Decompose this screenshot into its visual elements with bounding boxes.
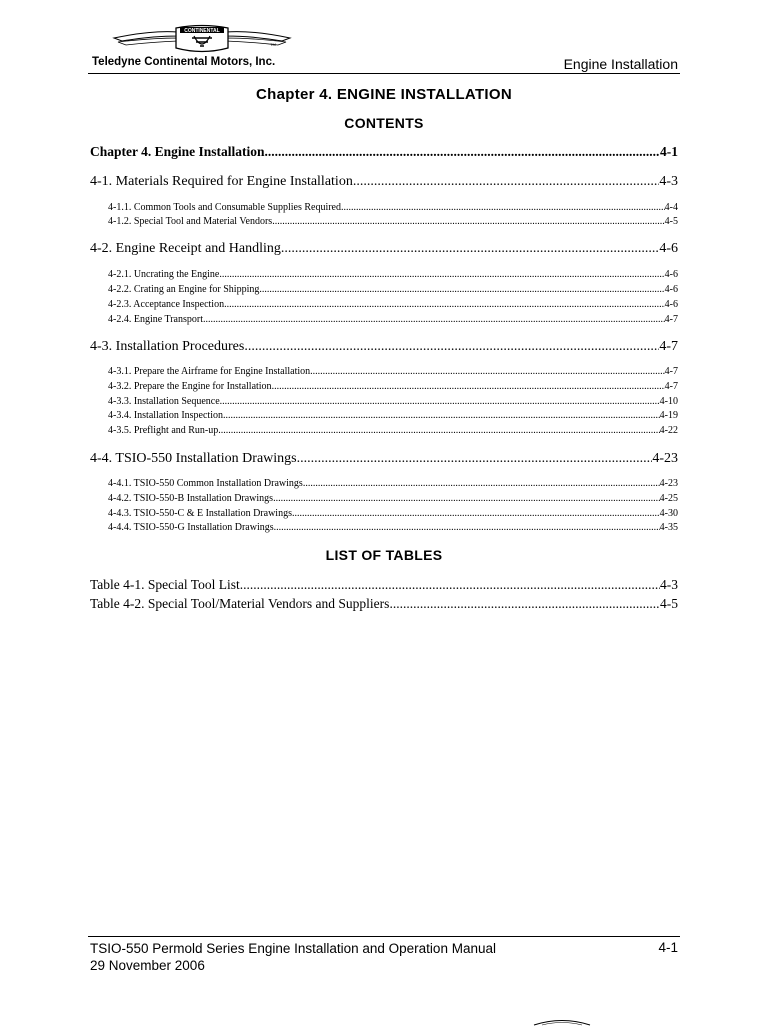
continental-logo-small (532, 1016, 592, 1026)
toc-entry-4-2-4[interactable] (108, 314, 678, 325)
toc-label: 4-3.2. Prepare the Engine for Installation (108, 381, 272, 392)
toc-label: Table 4-1. Special Tool List (90, 577, 240, 592)
table-entry-4-1[interactable] (90, 577, 678, 593)
toc-label: Table 4-2. Special Tool/Material Vendors and Suppliers (90, 596, 390, 611)
svg-text:TM: TM (270, 42, 276, 47)
toc-label: 4-1.2. Special Tool and Material Vendors (108, 216, 273, 227)
toc-page: 4-30 (659, 508, 678, 519)
toc-label: 4-2. Engine Receipt and Handling (90, 241, 281, 256)
toc-entry-4-2-2[interactable] (108, 284, 678, 295)
toc-entry-chapter[interactable] (90, 144, 678, 160)
toc-label: 4-1. Materials Required for Engine Installation (90, 174, 353, 189)
toc-page: 4-6 (664, 269, 678, 280)
footer-page-number: 4-1 (658, 940, 678, 955)
toc-entry-4-3-4[interactable] (108, 410, 678, 421)
header-rule (88, 73, 680, 74)
toc-page: 4-23 (659, 478, 678, 489)
toc-page: 4-7 (664, 366, 678, 377)
toc-page: 4-6 (664, 284, 678, 295)
chapter-title: Chapter 4. ENGINE INSTALLATION (256, 86, 512, 103)
footer-manual-title: TSIO-550 Permold Series Engine Installation and Operation Manual (90, 941, 496, 956)
svg-text:CONTINENTAL: CONTINENTAL (184, 28, 220, 34)
toc-label: 4-3.5. Preflight and Run-up (108, 425, 219, 436)
toc-entry-4-3-2[interactable] (108, 381, 678, 392)
toc-label: 4-1.1. Common Tools and Consumable Supplies Required (108, 202, 341, 213)
toc-page: 4-7 (664, 381, 678, 392)
contents-heading: CONTENTS (344, 115, 424, 131)
toc-label: 4-2.1. Uncrating the Engine (108, 269, 220, 280)
footer-rule (88, 936, 680, 937)
toc-entry-4-3-3[interactable] (108, 396, 678, 407)
toc-label: 4-2.2. Crating an Engine for Shipping (108, 284, 260, 295)
toc-entry-4-1-1[interactable] (108, 202, 678, 213)
toc-page: 4-6 (659, 241, 678, 256)
toc-page: 4-7 (659, 339, 678, 354)
toc-entry-4-4-4[interactable] (108, 522, 678, 533)
toc-entry-4-3-5[interactable] (108, 425, 678, 436)
list-of-tables-heading: LIST OF TABLES (325, 547, 443, 563)
footer-date: 29 November 2006 (90, 958, 205, 973)
toc-entry-4-4-1[interactable] (108, 478, 678, 489)
toc-entry-4-3-1[interactable] (108, 366, 678, 377)
toc-label: 4-3.1. Prepare the Airframe for Engine Installation (108, 366, 311, 377)
toc-label: 4-4. TSIO-550 Installation Drawings (90, 451, 297, 466)
toc-entry-4-2[interactable] (90, 241, 678, 257)
continental-logo (112, 22, 292, 56)
toc-label: 4-4.4. TSIO-550-G Installation Drawings (108, 522, 274, 533)
toc-entry-4-3[interactable] (90, 339, 678, 355)
toc-label: Chapter 4. Engine Installation (90, 144, 265, 159)
company-name: Teledyne Continental Motors, Inc. (92, 56, 276, 68)
toc-page: 4-23 (652, 451, 678, 466)
toc-page: 4-22 (659, 425, 678, 436)
toc-page: 4-4 (664, 202, 678, 213)
toc-page: 4-3 (659, 174, 678, 189)
toc-page: 4-7 (664, 314, 678, 325)
toc-entry-4-2-3[interactable] (108, 299, 678, 310)
toc-label: 4-4.1. TSIO-550 Common Installation Drawings (108, 478, 303, 489)
toc-entry-4-4[interactable] (90, 451, 678, 467)
toc-label: 4-4.2. TSIO-550-B Installation Drawings (108, 493, 274, 504)
toc-entry-4-1-2[interactable] (108, 216, 678, 227)
toc-entry-4-4-3[interactable] (108, 508, 678, 519)
toc-entry-4-4-2[interactable] (108, 493, 678, 504)
toc-page: 4-10 (659, 396, 678, 407)
toc-label: 4-3.4. Installation Inspection (108, 410, 223, 421)
toc-page: 4-35 (659, 522, 678, 533)
toc-page: 4-5 (664, 216, 678, 227)
table-entry-4-2[interactable] (90, 596, 678, 612)
toc-page: 4-3 (660, 577, 678, 592)
toc-entry-4-1[interactable] (90, 174, 678, 190)
toc-page: 4-1 (660, 144, 678, 159)
toc-page: 4-6 (664, 299, 678, 310)
toc-label: 4-2.4. Engine Transport (108, 314, 203, 325)
toc-page: 4-19 (659, 410, 678, 421)
toc-label: 4-3. Installation Procedures (90, 339, 245, 354)
toc-label: 4-3.3. Installation Sequence (108, 396, 220, 407)
toc-label: 4-2.3. Acceptance Inspection (108, 299, 225, 310)
toc-page: 4-5 (660, 596, 678, 611)
header-section-title: Engine Installation (563, 56, 678, 72)
footer-info (90, 940, 496, 974)
toc-entry-4-2-1[interactable] (108, 269, 678, 280)
toc-page: 4-25 (659, 493, 678, 504)
toc-label: 4-4.3. TSIO-550-C & E Installation Drawings (108, 508, 292, 519)
